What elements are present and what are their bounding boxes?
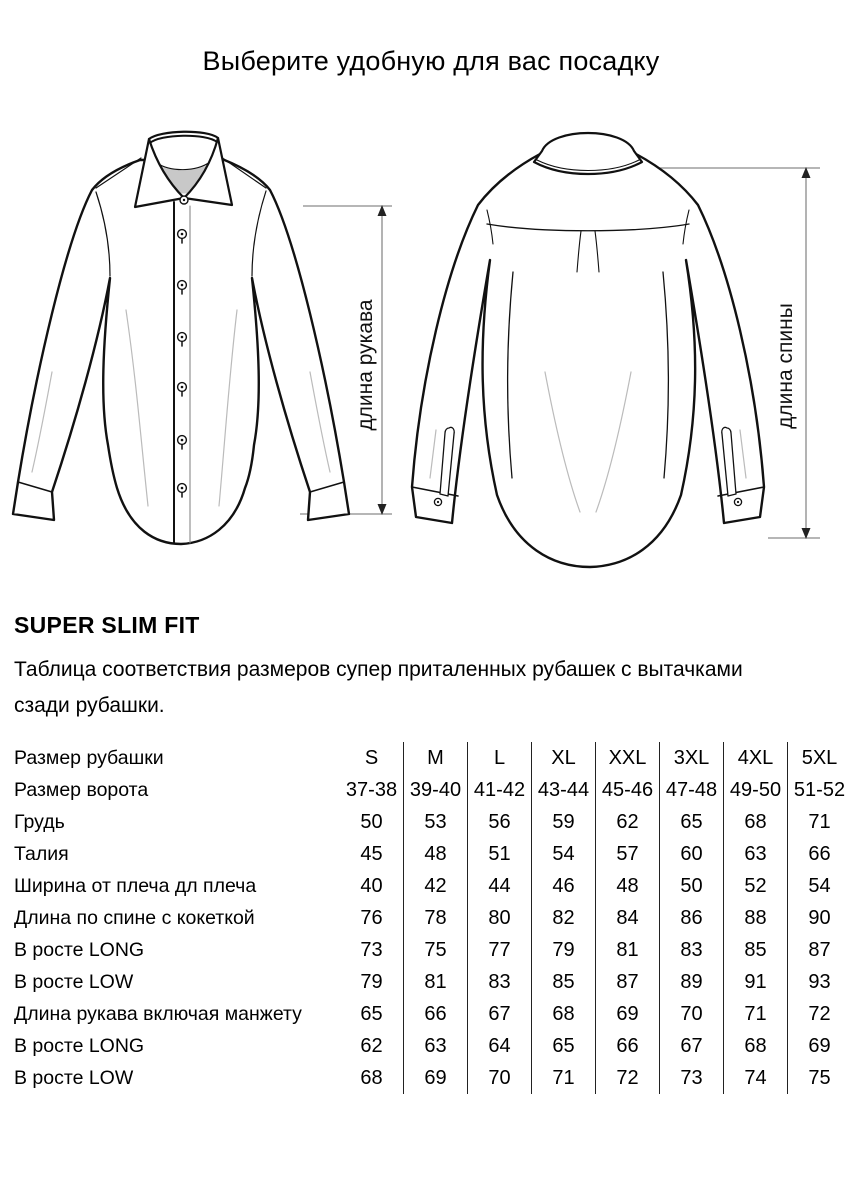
table-cell: 50 [660, 870, 724, 902]
back-length-dimension-label: длина спины [774, 303, 797, 429]
row-label: Размер рубашки [14, 746, 164, 769]
table-cell: 69 [788, 1030, 852, 1062]
table-cell: 39-40 [404, 774, 468, 806]
table-cell: 57 [596, 838, 660, 870]
row-label: Размер ворота [14, 778, 149, 801]
shirt-front-drawing [13, 132, 349, 544]
table-row [14, 998, 851, 1030]
table-cell: 5XL [788, 742, 852, 774]
table-cell: 71 [532, 1062, 596, 1094]
table-cell: S [364, 746, 379, 769]
table-cell: 74 [724, 1062, 788, 1094]
table-cell: 91 [724, 966, 788, 998]
table-cell: 54 [788, 870, 852, 902]
table-cell: 54 [532, 838, 596, 870]
table-cell: 89 [660, 966, 724, 998]
table-row [14, 806, 851, 838]
table-cell: 78 [404, 902, 468, 934]
table-cell: 75 [404, 934, 468, 966]
table-row [14, 934, 851, 966]
table-cell: 76 [360, 906, 383, 929]
size-table-body [14, 742, 851, 1094]
table-cell: 51-52 [788, 774, 852, 806]
table-cell: 65 [660, 806, 724, 838]
table-cell: 66 [788, 838, 852, 870]
table-cell: 70 [468, 1062, 532, 1094]
table-cell: 48 [404, 838, 468, 870]
table-cell: 73 [360, 938, 383, 961]
table-cell: 62 [360, 1034, 383, 1057]
table-cell: 88 [724, 902, 788, 934]
row-label: Талия [14, 842, 69, 865]
table-cell: 63 [724, 838, 788, 870]
row-label: В росте LONG [14, 938, 145, 961]
row-label: Длина рукава включая манжету [14, 1002, 302, 1025]
row-label: Длина по спине с кокеткой [14, 906, 255, 929]
table-cell: 43-44 [532, 774, 596, 806]
row-label: Грудь [14, 810, 65, 833]
table-cell: 48 [596, 870, 660, 902]
table-cell: 71 [788, 806, 852, 838]
table-cell: 42 [404, 870, 468, 902]
table-cell: 68 [532, 998, 596, 1030]
table-cell: 65 [360, 1002, 383, 1025]
table-cell: XXL [596, 742, 660, 774]
table-cell: 69 [596, 998, 660, 1030]
table-cell: 80 [468, 902, 532, 934]
size-table [14, 742, 851, 1094]
table-cell: 47-48 [660, 774, 724, 806]
table-cell: 3XL [660, 742, 724, 774]
table-cell: 59 [532, 806, 596, 838]
table-cell: 68 [724, 1030, 788, 1062]
table-cell: 72 [788, 998, 852, 1030]
fit-heading: SUPER SLIM FIT [14, 612, 200, 638]
table-cell: 84 [596, 902, 660, 934]
table-cell: 73 [660, 1062, 724, 1094]
table-cell: 49-50 [724, 774, 788, 806]
table-cell: 66 [596, 1030, 660, 1062]
table-cell: 82 [532, 902, 596, 934]
table-cell: 41-42 [468, 774, 532, 806]
table-cell: L [468, 742, 532, 774]
table-cell: 79 [532, 934, 596, 966]
table-cell: 81 [404, 966, 468, 998]
table-row [14, 870, 851, 902]
table-cell: 52 [724, 870, 788, 902]
row-label: Ширина от плеча дл плеча [14, 874, 257, 897]
table-cell: 75 [788, 1062, 852, 1094]
table-cell: 83 [468, 966, 532, 998]
table-cell: 50 [360, 810, 383, 833]
table-cell: 64 [468, 1030, 532, 1062]
table-row [14, 774, 851, 806]
table-cell: 4XL [724, 742, 788, 774]
table-cell: 60 [660, 838, 724, 870]
table-cell: 40 [360, 874, 383, 897]
table-cell: 45-46 [596, 774, 660, 806]
table-cell: 53 [404, 806, 468, 838]
table-cell: 90 [788, 902, 852, 934]
table-cell: 83 [660, 934, 724, 966]
row-label: В росте LONG [14, 1034, 145, 1057]
table-cell: 72 [596, 1062, 660, 1094]
table-cell: 69 [404, 1062, 468, 1094]
table-cell: 68 [360, 1066, 383, 1089]
table-cell: 51 [468, 838, 532, 870]
table-cell: 44 [468, 870, 532, 902]
table-cell: 87 [788, 934, 852, 966]
table-cell: M [404, 742, 468, 774]
table-row [14, 902, 851, 934]
table-cell: 37-38 [345, 778, 398, 801]
table-cell: 62 [596, 806, 660, 838]
shirt-back-drawing [412, 133, 764, 567]
table-cell: 46 [532, 870, 596, 902]
sleeve-length-dimension-label: длина рукава [354, 299, 377, 431]
table-cell: 67 [660, 1030, 724, 1062]
table-cell: 63 [404, 1030, 468, 1062]
table-row [14, 966, 851, 998]
table-cell: 70 [660, 998, 724, 1030]
table-cell: 85 [532, 966, 596, 998]
table-cell: 45 [360, 842, 383, 865]
table-cell: 86 [660, 902, 724, 934]
table-cell: 66 [404, 998, 468, 1030]
row-label: В росте LOW [14, 1066, 134, 1089]
table-row [14, 838, 851, 870]
table-row [14, 742, 851, 774]
table-row [14, 1030, 851, 1062]
table-cell: 79 [360, 970, 383, 993]
shirt-figure [0, 110, 862, 600]
table-cell: 93 [788, 966, 852, 998]
row-label: В росте LOW [14, 970, 134, 993]
table-cell: 67 [468, 998, 532, 1030]
table-cell: 87 [596, 966, 660, 998]
table-cell: 81 [596, 934, 660, 966]
table-cell: 85 [724, 934, 788, 966]
table-cell: 77 [468, 934, 532, 966]
table-cell: XL [532, 742, 596, 774]
table-cell: 65 [532, 1030, 596, 1062]
table-cell: 68 [724, 806, 788, 838]
page-title: Выберите удобную для вас посадку [202, 46, 660, 76]
shirt-drawings-svg [0, 110, 862, 600]
fit-description: Таблица соответствия размеров супер приталенных рубашек с вытачками сзади рубашки. [14, 658, 743, 717]
table-cell: 71 [724, 998, 788, 1030]
table-cell: 56 [468, 806, 532, 838]
table-row [14, 1062, 851, 1094]
